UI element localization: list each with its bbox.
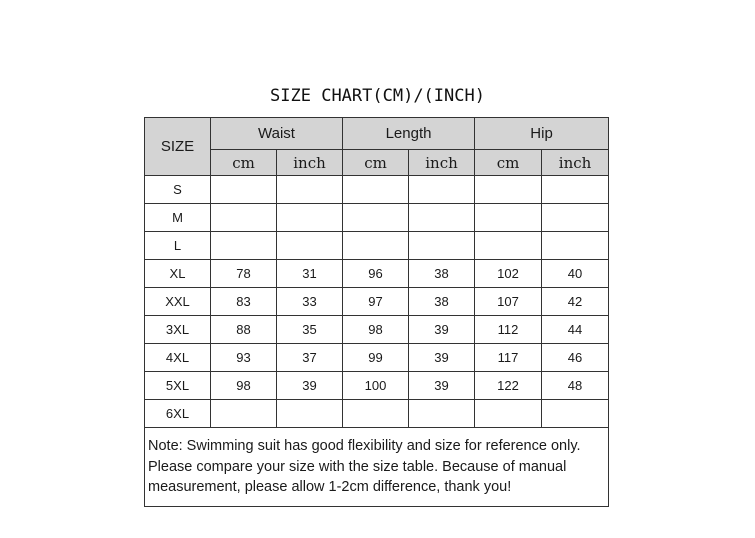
measurement-cell: [343, 204, 409, 232]
measurement-cell: 39: [409, 344, 475, 372]
measurement-cell: 93: [211, 344, 277, 372]
size-cell: 4XL: [145, 344, 211, 372]
note-text: Note: Swimming suit has good flexibility and size for reference only. Please compare your size with the size table. Because of manual measurement, please allow 1-2cm difference, thank you!: [145, 428, 609, 507]
unit-header: inch: [409, 150, 475, 176]
measurement-cell: 107: [475, 288, 542, 316]
unit-header: cm: [343, 150, 409, 176]
measurement-cell: [343, 232, 409, 260]
table-row: [145, 400, 609, 428]
measurement-cell: 31: [277, 260, 343, 288]
waist-header: Waist: [211, 118, 343, 150]
size-cell: 6XL: [145, 400, 211, 428]
measurement-cell: 99: [343, 344, 409, 372]
measurement-cell: [475, 400, 542, 428]
measurement-cell: [542, 176, 609, 204]
measurement-cell: 112: [475, 316, 542, 344]
measurement-cell: [211, 204, 277, 232]
chart-title: SIZE CHART(CM)/(INCH): [270, 86, 485, 106]
measurement-cell: [475, 204, 542, 232]
size-cell: 5XL: [145, 372, 211, 400]
table-row: [145, 288, 609, 316]
size-cell: XXL: [145, 288, 211, 316]
hip-header: Hip: [475, 118, 609, 150]
measurement-cell: 39: [409, 372, 475, 400]
measurement-cell: [542, 232, 609, 260]
measurement-cell: [475, 232, 542, 260]
measurement-cell: [211, 176, 277, 204]
measurement-cell: [409, 400, 475, 428]
measurement-cell: 100: [343, 372, 409, 400]
measurement-cell: [343, 176, 409, 204]
size-column-header: SIZE: [145, 118, 211, 176]
measurement-cell: 48: [542, 372, 609, 400]
table-row: [145, 232, 609, 260]
measurement-cell: 40: [542, 260, 609, 288]
measurement-cell: [277, 232, 343, 260]
measurement-cell: 38: [409, 288, 475, 316]
measurement-cell: 117: [475, 344, 542, 372]
measurement-cell: 38: [409, 260, 475, 288]
measurement-cell: 35: [277, 316, 343, 344]
measurement-cell: 39: [277, 372, 343, 400]
measurement-cell: [277, 204, 343, 232]
measurement-cell: [409, 204, 475, 232]
table-row: [145, 176, 609, 204]
table-row: [145, 344, 609, 372]
unit-header: inch: [542, 150, 609, 176]
measurement-cell: [277, 400, 343, 428]
length-header: Length: [343, 118, 475, 150]
measurement-cell: 96: [343, 260, 409, 288]
measurement-cell: [475, 176, 542, 204]
measurement-cell: 98: [211, 372, 277, 400]
measurement-cell: 46: [542, 344, 609, 372]
size-cell: L: [145, 232, 211, 260]
size-cell: XL: [145, 260, 211, 288]
unit-header: cm: [475, 150, 542, 176]
measurement-cell: [409, 176, 475, 204]
measurement-cell: 97: [343, 288, 409, 316]
size-table: [144, 117, 609, 507]
size-cell: S: [145, 176, 211, 204]
measurement-cell: 122: [475, 372, 542, 400]
measurement-cell: [542, 400, 609, 428]
table-row: [145, 372, 609, 400]
measurement-cell: 33: [277, 288, 343, 316]
measurement-cell: 98: [343, 316, 409, 344]
measurement-cell: 44: [542, 316, 609, 344]
measurement-cell: 39: [409, 316, 475, 344]
unit-header: cm: [211, 150, 277, 176]
measurement-cell: [211, 232, 277, 260]
measurement-cell: 42: [542, 288, 609, 316]
measurement-cell: [409, 232, 475, 260]
unit-header: inch: [277, 150, 343, 176]
size-cell: M: [145, 204, 211, 232]
measurement-cell: [343, 400, 409, 428]
table-row: [145, 316, 609, 344]
measurement-cell: 102: [475, 260, 542, 288]
table-body: [145, 176, 609, 428]
size-cell: 3XL: [145, 316, 211, 344]
measurement-cell: [211, 400, 277, 428]
table-row: [145, 204, 609, 232]
measurement-cell: 78: [211, 260, 277, 288]
measurement-cell: 88: [211, 316, 277, 344]
table-row: [145, 260, 609, 288]
measurement-cell: 83: [211, 288, 277, 316]
measurement-cell: [542, 204, 609, 232]
measurement-cell: [277, 176, 343, 204]
measurement-cell: 37: [277, 344, 343, 372]
